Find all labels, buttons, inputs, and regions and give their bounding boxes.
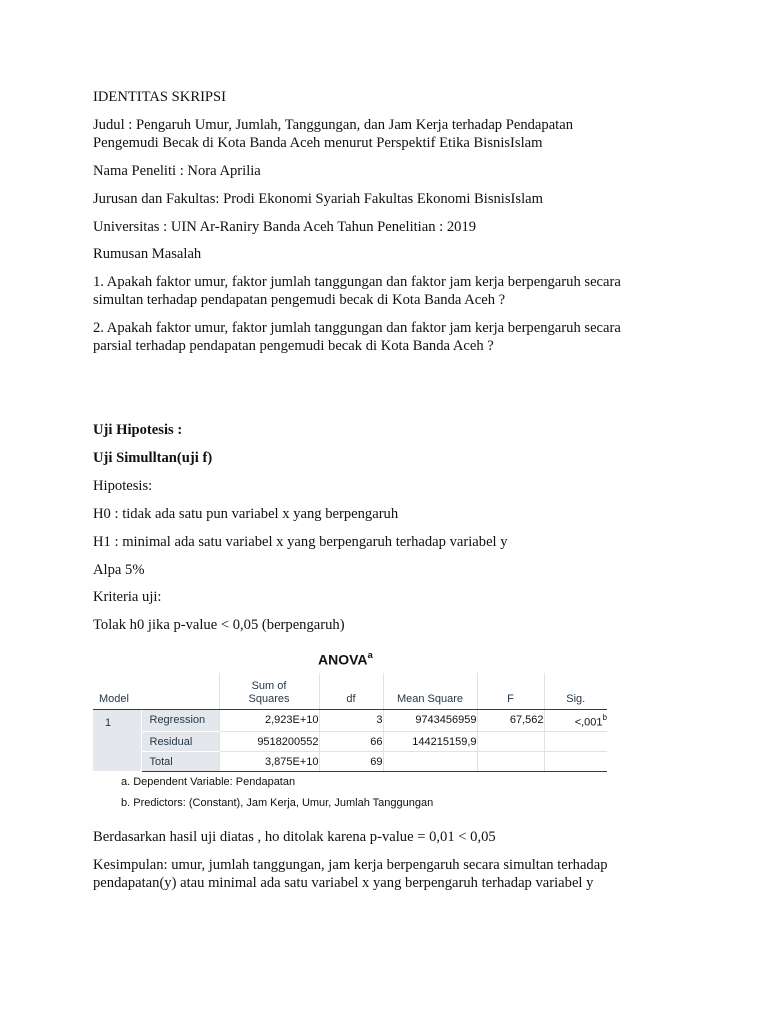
table-row — [93, 709, 607, 732]
cell-sig-sup: b — [602, 712, 607, 722]
cell-df: 66 — [319, 732, 383, 752]
rumusan-heading: Rumusan Masalah — [93, 246, 202, 262]
cell-f — [477, 752, 544, 772]
anova-table — [93, 673, 607, 772]
table-row — [93, 732, 607, 752]
identitas-heading: IDENTITAS SKRIPSI — [93, 89, 227, 105]
anova-footnote-a: a. Dependent Variable: Pendapatan — [121, 776, 296, 788]
rumusan-1-line-1: 1. Apakah faktor umur, faktor jumlah tanggungan dan faktor jam kerja berpengaruh secara — [93, 274, 621, 290]
rejection-rule: Tolak h0 jika p-value < 0,05 (berpengaruh) — [93, 617, 345, 633]
rumusan-2-line-2: parsial terhadap pendapatan pengemudi becak di Kota Banda Aceh ? — [93, 338, 494, 354]
judul-line-1: Judul : Pengaruh Umur, Jumlah, Tanggungan, dan Jam Kerja terhadap Pendapatan — [93, 117, 574, 133]
header-sig: Sig. — [544, 673, 607, 709]
cell-sig-value: <,001 — [574, 716, 603, 729]
rumusan-item-2 — [93, 319, 693, 355]
header-ss-line-1: Sum of — [251, 679, 287, 692]
judul-paragraph — [93, 116, 693, 152]
cell-ss: 3,875E+10 — [219, 752, 319, 772]
kesimpulan-paragraph — [93, 856, 693, 892]
rumusan-1-line-2: simultan terhadap pendapatan pengemudi becak di Kota Banda Aceh ? — [93, 292, 506, 308]
header-f: F — [477, 673, 544, 709]
row-label: Regression — [141, 709, 219, 732]
model-number: 1 — [93, 709, 141, 772]
uji-hipotesis-heading: Uji Hipotesis : — [93, 422, 183, 438]
header-model: Model — [93, 673, 141, 709]
alpha-level: Alpa 5% — [93, 562, 145, 578]
rumusan-item-1 — [93, 273, 693, 309]
rumusan-2-line-1: 2. Apakah faktor umur, faktor jumlah tanggungan dan faktor jam kerja berpengaruh secara — [93, 320, 621, 336]
hypothesis-h0: H0 : tidak ada satu pun variabel x yang berpengaruh — [93, 506, 399, 522]
cell-f — [477, 732, 544, 752]
universitas: Universitas : UIN Ar-Raniry Banda Aceh Tahun Penelitian : 2019 — [93, 219, 477, 235]
jurusan-fakultas: Jurusan dan Fakultas: Prodi Ekonomi Syariah Fakultas Ekonomi BisnisIslam — [93, 191, 543, 207]
nama-peneliti: Nama Peneliti : Nora Aprilia — [93, 163, 261, 179]
judul-line-2: Pengemudi Becak di Kota Banda Aceh menurut Perspektif Etika BisnisIslam — [93, 135, 543, 151]
anova-footnote-b: b. Predictors: (Constant), Jam Kerja, Umur, Jumlah Tanggungan — [121, 797, 434, 809]
anova-title-sup: a — [367, 650, 373, 661]
row-label: Residual — [141, 732, 219, 752]
cell-ss: 2,923E+10 — [219, 709, 319, 732]
table-row — [93, 752, 607, 772]
cell-ms: 9743456959 — [383, 709, 477, 732]
kesimpulan-line-1: Kesimpulan: umur, jumlah tanggungan, jam kerja berpengaruh secara simultan terhadap — [93, 857, 608, 873]
cell-df: 69 — [319, 752, 383, 772]
cell-sig — [544, 732, 607, 752]
cell-ms — [383, 752, 477, 772]
header-mean-square: Mean Square — [383, 673, 477, 709]
kesimpulan-line-2: pendapatan(y) atau minimal ada satu variabel x yang berpengaruh terhadap variabel y — [93, 875, 594, 891]
uji-simultan-heading: Uji Simulltan(uji f) — [93, 450, 213, 466]
cell-ms: 144215159,9 — [383, 732, 477, 752]
anova-title — [318, 648, 373, 669]
cell-f: 67,562 — [477, 709, 544, 732]
cell-sig — [544, 752, 607, 772]
header-ss-line-2: Squares — [248, 692, 290, 705]
anova-title-text: ANOVA — [318, 651, 368, 668]
cell-sig — [544, 709, 607, 732]
hypothesis-h1: H1 : minimal ada satu variabel x yang berpengaruh terhadap variabel y — [93, 534, 508, 550]
cell-df: 3 — [319, 709, 383, 732]
anova-header-row — [93, 673, 607, 709]
header-sum-of-squares — [219, 673, 319, 709]
header-blank — [141, 673, 219, 709]
row-label: Total — [141, 752, 219, 772]
header-df: df — [319, 673, 383, 709]
cell-ss: 9518200552 — [219, 732, 319, 752]
result-statement: Berdasarkan hasil uji diatas , ho ditolak karena p-value = 0,01 < 0,05 — [93, 829, 496, 845]
kriteria-label: Kriteria uji: — [93, 589, 162, 605]
hipotesis-label: Hipotesis: — [93, 478, 153, 494]
